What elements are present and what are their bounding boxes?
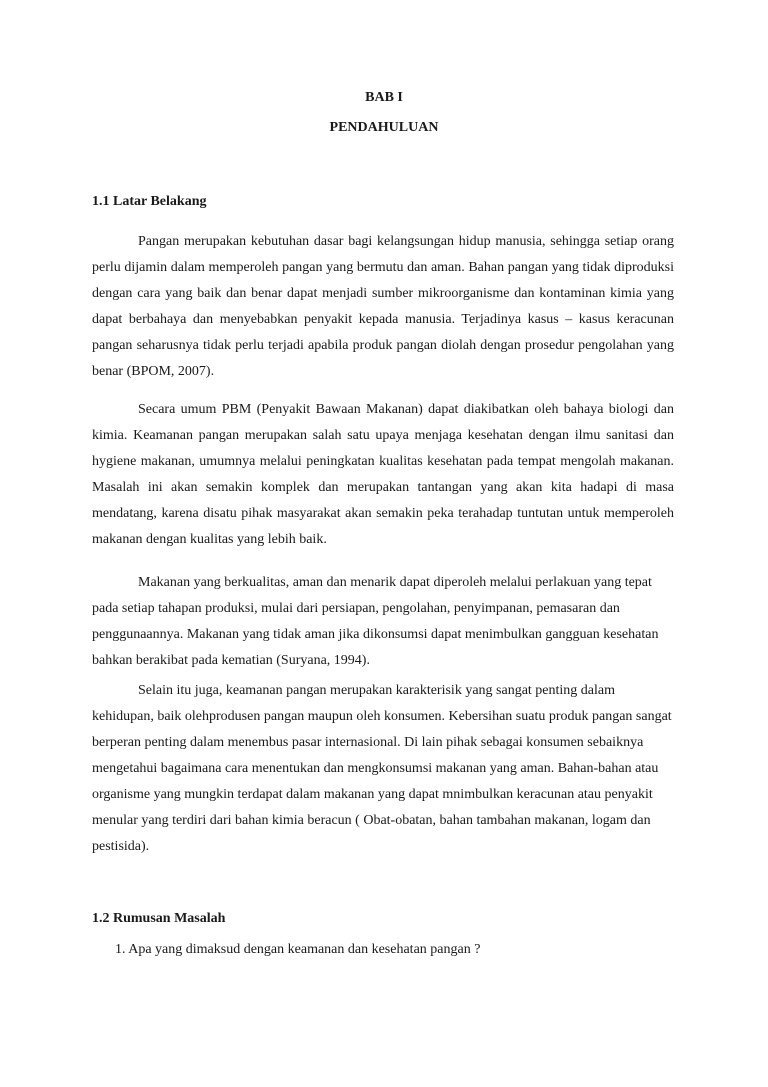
- chapter-number: BAB I: [365, 90, 403, 105]
- problem-list: [115, 937, 480, 963]
- paragraph: Makanan yang berkualitas, aman dan menarik dapat diperoleh melalui perlakuan yang tepat pada setiap tahapan produksi, mulai dari persiapan, pengolahan, penyimpanan, pemasaran dan penggunaannya. Makanan yang tidak aman jika dikonsumsi dapat menimbulkan gangguan kesehatan bahkan berakibat pada kematian (Suryana, 1994).: [92, 575, 659, 668]
- paragraph: Secara umum PBM (Penyakit Bawaan Makanan) dapat diakibatkan oleh bahaya biologi dan kimia. Keamanan pangan merupakan salah satu upaya menjaga kesehatan dengan ilmu sanitasi dan hygiene makanan, umumnya melalui peningkatan kualitas kesehatan pada tempat mengolah makanan. Masalah ini akan semakin komplek dan merupakan tantangan yang akan kita hadapi di masa mendatang, karena disatu pihak masyarakat akan semakin peka terahadap tuntutan untuk memperoleh makanan dengan kualitas yang lebih baik.: [92, 402, 674, 547]
- list-item: 1. Apa yang dimaksud dengan keamanan dan kesehatan pangan ?: [115, 942, 481, 957]
- paragraph: Selain itu juga, keamanan pangan merupakan karakterisik yang sangat penting dalam kehidupan, baik olehprodusen pangan maupun oleh konsumen. Kebersihan suatu produk pangan sangat berperan penting dalam menembus pasar internasional. Di lain pihak sebagai konsumen sebaiknya mengetahui bagaimana cara menentukan dan mengkonsumsi makanan yang aman. Bahan-bahan atau organisme yang mungkin terdapat dalam makanan yang dapat mnimbulkan keracunan atau penyakit menular yang terdiri dari bahan kimia beracun ( Obat-obatan, bahan tambahan makanan, logam dan pestisida).: [92, 683, 672, 854]
- section-heading-latar-belakang: 1.1 Latar Belakang: [92, 194, 207, 209]
- section-heading-rumusan-masalah: 1.2 Rumusan Masalah: [92, 911, 226, 926]
- paragraph: Pangan merupakan kebutuhan dasar bagi kelangsungan hidup manusia, sehingga setiap orang perlu dijamin dalam memperoleh pangan yang bermutu dan aman. Bahan pangan yang tidak diproduksi dengan cara yang baik dan benar dapat menjadi sumber mikroorganisme dan kontaminan kimia yang dapat berbahaya dan menyebabkan penyakit kepada manusia. Terjadinya kasus – kasus keracunan pangan seharusnya tidak perlu terjadi apabila produk pangan diolah dengan prosedur pengolahan yang benar (BPOM, 2007).: [92, 234, 674, 379]
- chapter-title: PENDAHULUAN: [329, 120, 439, 135]
